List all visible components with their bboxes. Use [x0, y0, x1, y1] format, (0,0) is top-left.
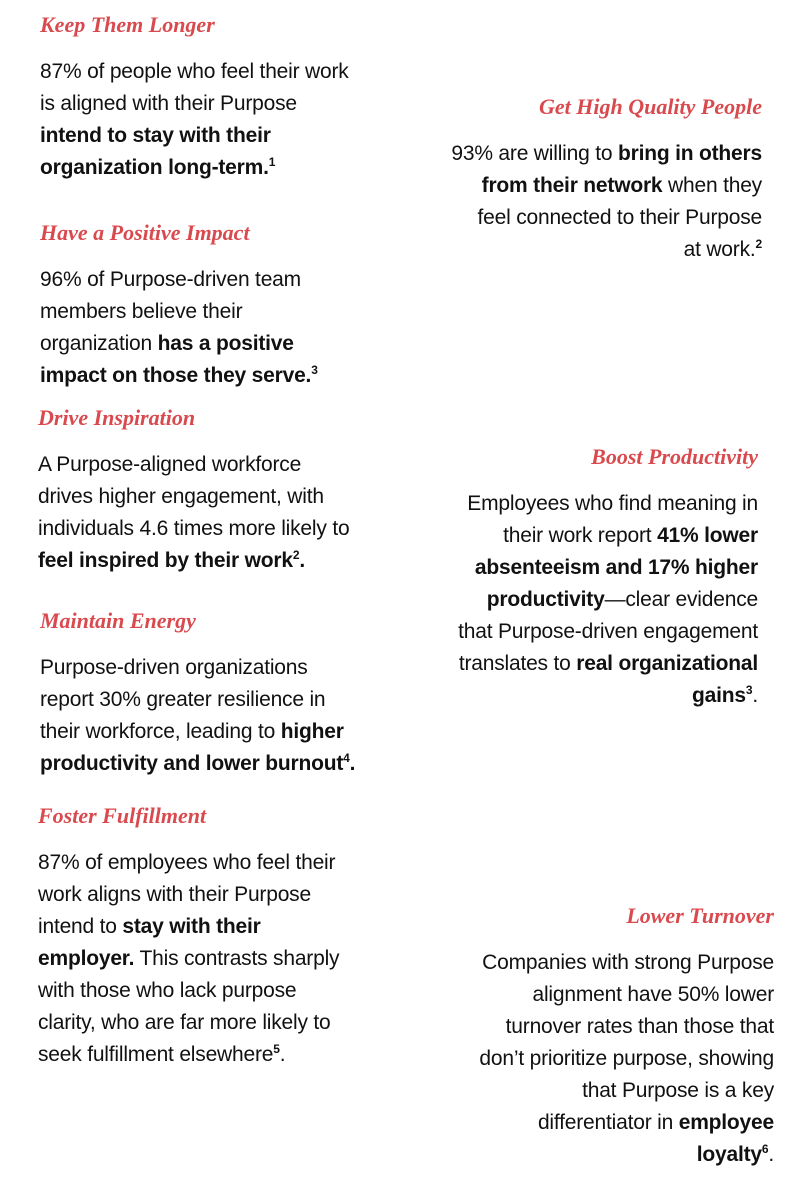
text-run: translates to: [458, 652, 577, 675]
text-line: [402, 947, 774, 979]
text-run: This contrasts sharply: [134, 947, 340, 970]
text-line: [386, 680, 758, 712]
text-line: [402, 1107, 774, 1139]
text-run: alignment have 50% lower: [532, 983, 774, 1006]
text-line: [40, 684, 412, 716]
bold-text: organization long-term.: [40, 156, 269, 179]
text-run: Employees who find meaning in: [467, 492, 758, 515]
text-run: don’t prioritize purpose, showing: [479, 1047, 774, 1070]
bold-text: .: [349, 752, 356, 775]
text-run: report 30% greater resilience in: [40, 688, 326, 711]
text-run: clarity, who are far more likely to: [38, 1011, 331, 1034]
text-run: organization: [40, 332, 158, 355]
section-maintain-energy: [40, 608, 412, 780]
footnote-ref: 2: [292, 548, 300, 562]
text-run: their work report: [503, 524, 658, 547]
text-line: [390, 138, 762, 170]
footnote-ref: 3: [311, 363, 318, 377]
text-run: seek fulfillment elsewhere: [38, 1043, 274, 1066]
text-run: .: [279, 1043, 286, 1066]
bold-text: stay with their: [122, 915, 261, 938]
text-run: intend to: [38, 915, 123, 938]
footnote-ref: 6: [761, 1142, 769, 1156]
text-line: [402, 1043, 774, 1075]
text-run: at work.: [683, 238, 756, 261]
section-heading: Drive Inspiration: [38, 405, 196, 430]
bold-text: loyalty: [696, 1143, 762, 1166]
bold-text: bring in others: [617, 142, 762, 165]
text-line: [390, 170, 762, 202]
section-text: [40, 652, 412, 780]
text-run: .: [752, 684, 758, 707]
text-run: work aligns with their Purpose: [38, 883, 311, 906]
text-line: [40, 328, 412, 360]
text-run: that Purpose-driven engagement: [458, 620, 758, 643]
text-run: turnover rates than those that: [505, 1015, 774, 1038]
section-text: [402, 947, 774, 1171]
text-line: [38, 943, 410, 975]
section-keep-them-longer: [40, 12, 412, 184]
text-line: [38, 481, 410, 513]
section-text: [386, 488, 758, 712]
text-line: [402, 979, 774, 1011]
text-run: members believe their: [40, 300, 243, 323]
text-line: [38, 449, 410, 481]
section-text: [390, 138, 762, 266]
bold-text: has a positive: [157, 332, 294, 355]
section-heading: Boost Productivity: [591, 444, 758, 469]
bold-text: real organizational: [576, 652, 758, 675]
bold-text: impact on those they serve.: [40, 364, 312, 387]
bold-text: .: [299, 549, 305, 572]
text-line: [386, 584, 758, 616]
text-line: [40, 264, 412, 296]
text-line: [40, 296, 412, 328]
bold-text: higher: [280, 720, 344, 743]
text-run: 87% of employees who feel their: [38, 851, 336, 874]
text-run: Purpose-driven organizations: [40, 656, 308, 679]
text-line: [402, 1139, 774, 1171]
text-run: their workforce, leading to: [40, 720, 281, 743]
text-line: [402, 1075, 774, 1107]
footnote-ref: 2: [755, 237, 762, 251]
bold-text: from their network: [481, 174, 663, 197]
section-heading: Lower Turnover: [626, 903, 774, 928]
text-line: [390, 202, 762, 234]
text-run: feel connected to their Purpose: [477, 206, 762, 229]
text-line: [38, 879, 410, 911]
bold-text: productivity: [486, 588, 605, 611]
text-line: [40, 360, 412, 392]
section-text: [40, 264, 412, 392]
text-run: is aligned with their Purpose: [40, 92, 297, 115]
text-line: [38, 975, 410, 1007]
text-line: [38, 847, 410, 879]
bold-text: gains: [692, 684, 746, 707]
section-text: [38, 847, 410, 1071]
text-line: [40, 56, 412, 88]
text-line: [38, 513, 410, 545]
text-run: 87% of people who feel their work: [40, 60, 349, 83]
section-text: [40, 56, 412, 184]
text-line: [38, 1007, 410, 1039]
section-lower-turnover: [402, 903, 774, 1171]
text-line: [40, 152, 412, 184]
bold-text: employer.: [38, 947, 135, 970]
text-line: [386, 488, 758, 520]
section-heading: Foster Fulfillment: [38, 803, 207, 828]
text-line: [402, 1011, 774, 1043]
text-line: [40, 88, 412, 120]
bold-text: employee: [678, 1111, 774, 1134]
section-boost-productivity: [386, 444, 758, 712]
text-run: Companies with strong Purpose: [482, 951, 774, 974]
text-line: [40, 120, 412, 152]
footnote-ref: 3: [745, 683, 753, 697]
section-heading: Maintain Energy: [40, 608, 196, 633]
section-have-a-positive-impact: [40, 220, 412, 392]
section-heading: Have a Positive Impact: [40, 220, 250, 245]
section-heading: Keep Them Longer: [40, 12, 215, 37]
text-line: [38, 911, 410, 943]
section-drive-inspiration: [38, 405, 410, 577]
text-line: [386, 552, 758, 584]
text-line: [386, 648, 758, 680]
text-run: when they: [662, 174, 762, 197]
section-text: [38, 449, 410, 577]
text-line: [390, 234, 762, 266]
text-run: differentiator in: [537, 1111, 679, 1134]
text-run: A Purpose-aligned workforce: [38, 453, 302, 476]
bold-text: 41% lower: [657, 524, 758, 547]
text-line: [40, 748, 412, 780]
text-line: [40, 716, 412, 748]
bold-text: intend to stay with their: [40, 124, 271, 147]
text-run: —clear evidence: [604, 588, 758, 611]
section-foster-fulfillment: [38, 803, 410, 1071]
text-run: drives higher engagement, with: [38, 485, 324, 508]
text-run: 96% of Purpose-driven team: [40, 268, 301, 291]
footnote-ref: 1: [268, 155, 276, 169]
bold-text: feel inspired by their work: [38, 549, 293, 572]
text-line: [386, 616, 758, 648]
footnote-ref: 5: [273, 1042, 280, 1056]
text-run: individuals 4.6 times more likely to: [38, 517, 350, 540]
text-line: [386, 520, 758, 552]
bold-text: productivity and lower burnout: [40, 752, 344, 775]
section-heading: Get High Quality People: [538, 94, 762, 119]
section-get-high-quality-people: [390, 94, 762, 266]
text-run: 93% are willing to: [451, 142, 618, 165]
text-line: [38, 545, 410, 577]
text-line: [38, 1039, 410, 1071]
text-run: .: [768, 1143, 774, 1166]
text-run: that Purpose is a key: [582, 1079, 774, 1102]
text-line: [40, 652, 412, 684]
text-run: with those who lack purpose: [38, 979, 297, 1002]
bold-text: absenteeism and 17% higher: [474, 556, 758, 579]
footnote-ref: 4: [343, 751, 350, 765]
